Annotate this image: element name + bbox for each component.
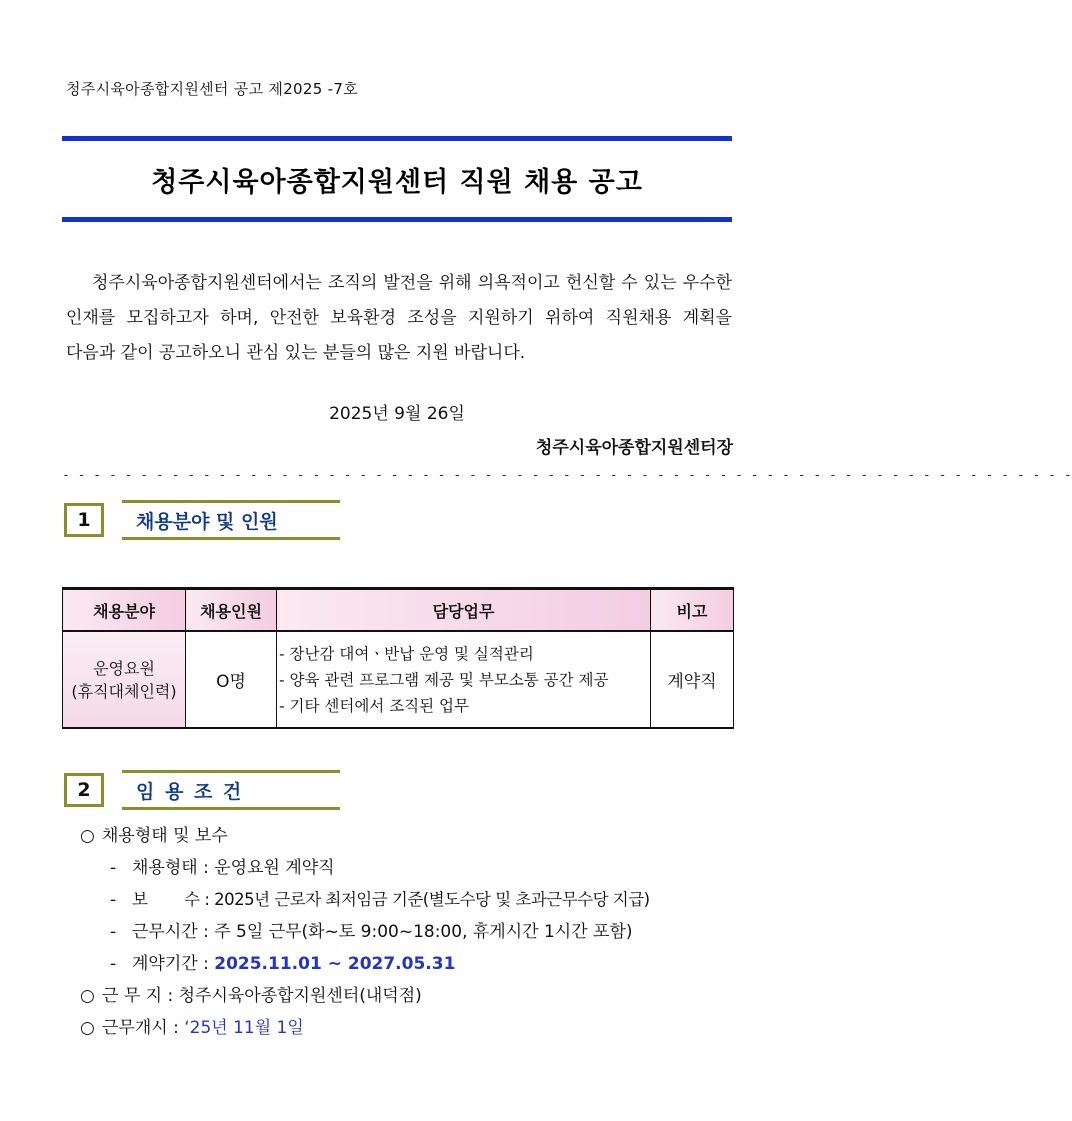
intro-text: 청주시육아종합지원센터에서는 조직의 발전을 위해 의욕적이고 헌신할 수 있는 우수한 인재를 모집하고자 하며, 안전한 보육환경 조성을 지원하기 위하여 직원채용 계획을 다음과 같이 공고하오니 관심 있는 분들의 많은 지원 바랍니다. [66,273,732,363]
duty-item: - 양육 관련 프로그램 제공 및 부모소통 공간 제공 [279,670,609,689]
condition-label: 근 무 지 : 청주시육아종합지원센터(내덕점) [102,986,422,1006]
dash-bullet: - [110,858,117,878]
duty-item: - 장난감 대여ㆍ반납 운영 및 실적관리 [279,644,534,663]
table-header-row [63,589,734,632]
notice-signer: 청주시육아종합지원센터장 [535,438,733,458]
start-date: ‘25년 11월 1일 [184,1018,304,1038]
header-count: 채용인원 [186,589,277,632]
recruitment-table [62,587,734,729]
cell-note: 계약직 [651,631,734,728]
title-bottom-rule [62,217,732,222]
condition-item [110,948,455,980]
notice-date: 2025년 9월 26일 [329,404,465,424]
condition-label: 근무시간 : 주 5일 근무(화~토 9:00~18:00, 휴게시간 1시간 포함) [132,922,633,942]
circle-bullet: ○ [80,1018,95,1038]
condition-label: 보 수 : 2025년 근로자 최저임금 기준(별도수당 및 초과근무수당 지급) [132,890,650,909]
condition-label: 근무개시 : [102,1018,185,1038]
condition-label: 계약기간 : [132,954,215,974]
circle-bullet: ○ [80,826,95,846]
contract-period: 2025.11.01 ~ 2027.05.31 [214,954,456,974]
table-row [63,631,734,728]
section-title-2: 임 용 조 건 [122,770,340,810]
dash-bullet: - [110,922,117,942]
circle-bullet: ○ [80,986,95,1006]
condition-item [80,820,228,852]
duty-item: - 기타 센터에서 조직된 업무 [279,696,470,715]
field-subtitle: (휴직대체인력) [71,681,177,701]
separator-line: - - - - - - - - - - - - - - - - - - - - - - - - - - - - - - - - - - - - - - - - - - - - - - - - - - - - - - - - - - - - - - - - - [62,468,1072,483]
condition-item [110,916,633,948]
field-name: 운영요원 [93,658,155,678]
section-title-1: 채용분야 및 인원 [122,500,340,540]
condition-item [80,980,422,1012]
dash-bullet: - [110,890,117,910]
cell-count: O명 [186,631,277,728]
header-duties: 담당업무 [277,589,651,632]
header-field: 채용분야 [63,589,186,632]
title-top-rule [62,136,732,141]
condition-item [110,852,335,884]
condition-label: 채용형태 : 운영요원 계약직 [132,858,335,878]
dash-bullet: - [110,954,117,974]
page-title: 청주시육아종합지원센터 직원 채용 공고 [151,167,643,198]
condition-label: 채용형태 및 보수 [102,826,228,846]
cell-field [63,631,186,728]
condition-item [110,884,650,916]
section-number-2: 2 [64,773,104,807]
header-note: 비고 [651,589,734,632]
condition-item [80,1012,304,1044]
notice-number: 청주시육아종합지원센터 공고 제2025 -7호 [66,80,358,98]
cell-duties [277,631,651,728]
intro-paragraph [66,266,732,371]
section-number-1: 1 [64,503,104,537]
